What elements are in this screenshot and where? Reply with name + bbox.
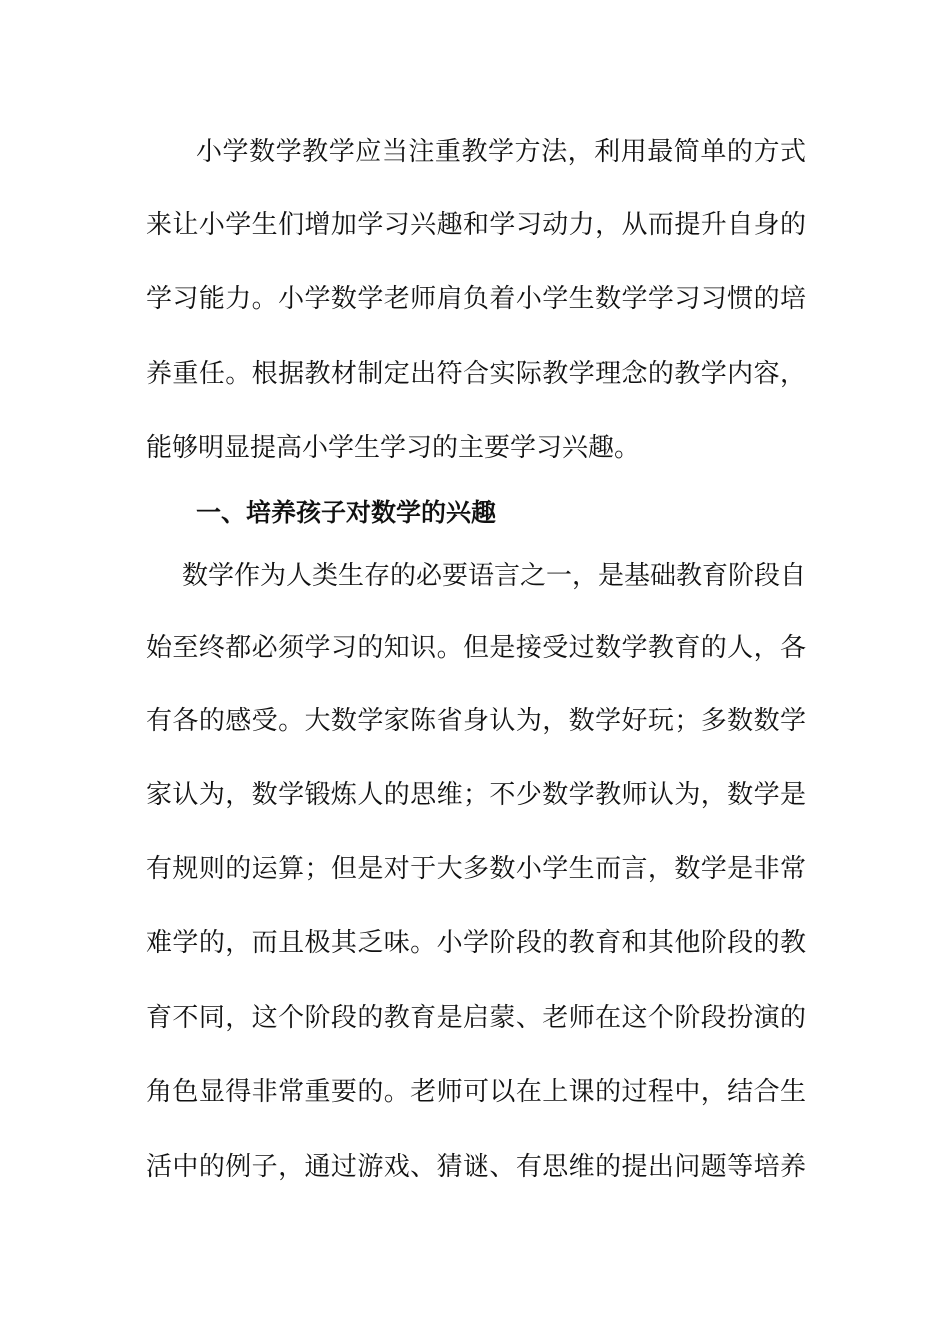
paragraph-1-line-5: 能够明显提高小学生学习的主要学习兴趣。 <box>146 433 641 463</box>
section-heading: 一、培养孩子对数学的兴趣 <box>196 498 497 527</box>
paragraph-2-line-9: 活中的例子，通过游戏、猜谜、有思维的提出问题等培养 <box>146 1152 806 1182</box>
paragraph-2-line-4: 家认为，数学锻炼人的思维；不少数学教师认为，数学是 <box>146 780 806 810</box>
paragraph-1-line-2: 来让小学生们增加学习兴趣和学习动力，从而提升自身的 <box>146 210 806 240</box>
paragraph-2-line-7: 育不同，这个阶段的教育是启蒙、老师在这个阶段扮演的 <box>146 1003 806 1033</box>
paragraph-2-line-5: 有规则的运算；但是对于大多数小学生而言，数学是非常 <box>146 854 806 884</box>
paragraph-2-line-3: 有各的感受。大数学家陈省身认为，数学好玩；多数数学 <box>146 706 806 736</box>
paragraph-2-line-6: 难学的，而且极其乏味。小学阶段的教育和其他阶段的教 <box>146 928 806 958</box>
paragraph-2-line-2: 始至终都必须学习的知识。但是接受过数学教育的人，各 <box>146 633 806 663</box>
paragraph-1-line-1: 小学数学教学应当注重教学方法，利用最简单的方式 <box>196 137 806 167</box>
paragraph-2-line-8: 角色显得非常重要的。老师可以在上课的过程中，结合生 <box>146 1077 806 1107</box>
paragraph-1-line-4: 养重任。根据教材制定出符合实际教学理念的教学内容， <box>146 359 806 389</box>
paragraph-2-line-1: 数学作为人类生存的必要语言之一，是基础教育阶段自 <box>182 561 807 591</box>
paragraph-1-line-3: 学习能力。小学数学老师肩负着小学生数学学习习惯的培 <box>146 284 806 314</box>
